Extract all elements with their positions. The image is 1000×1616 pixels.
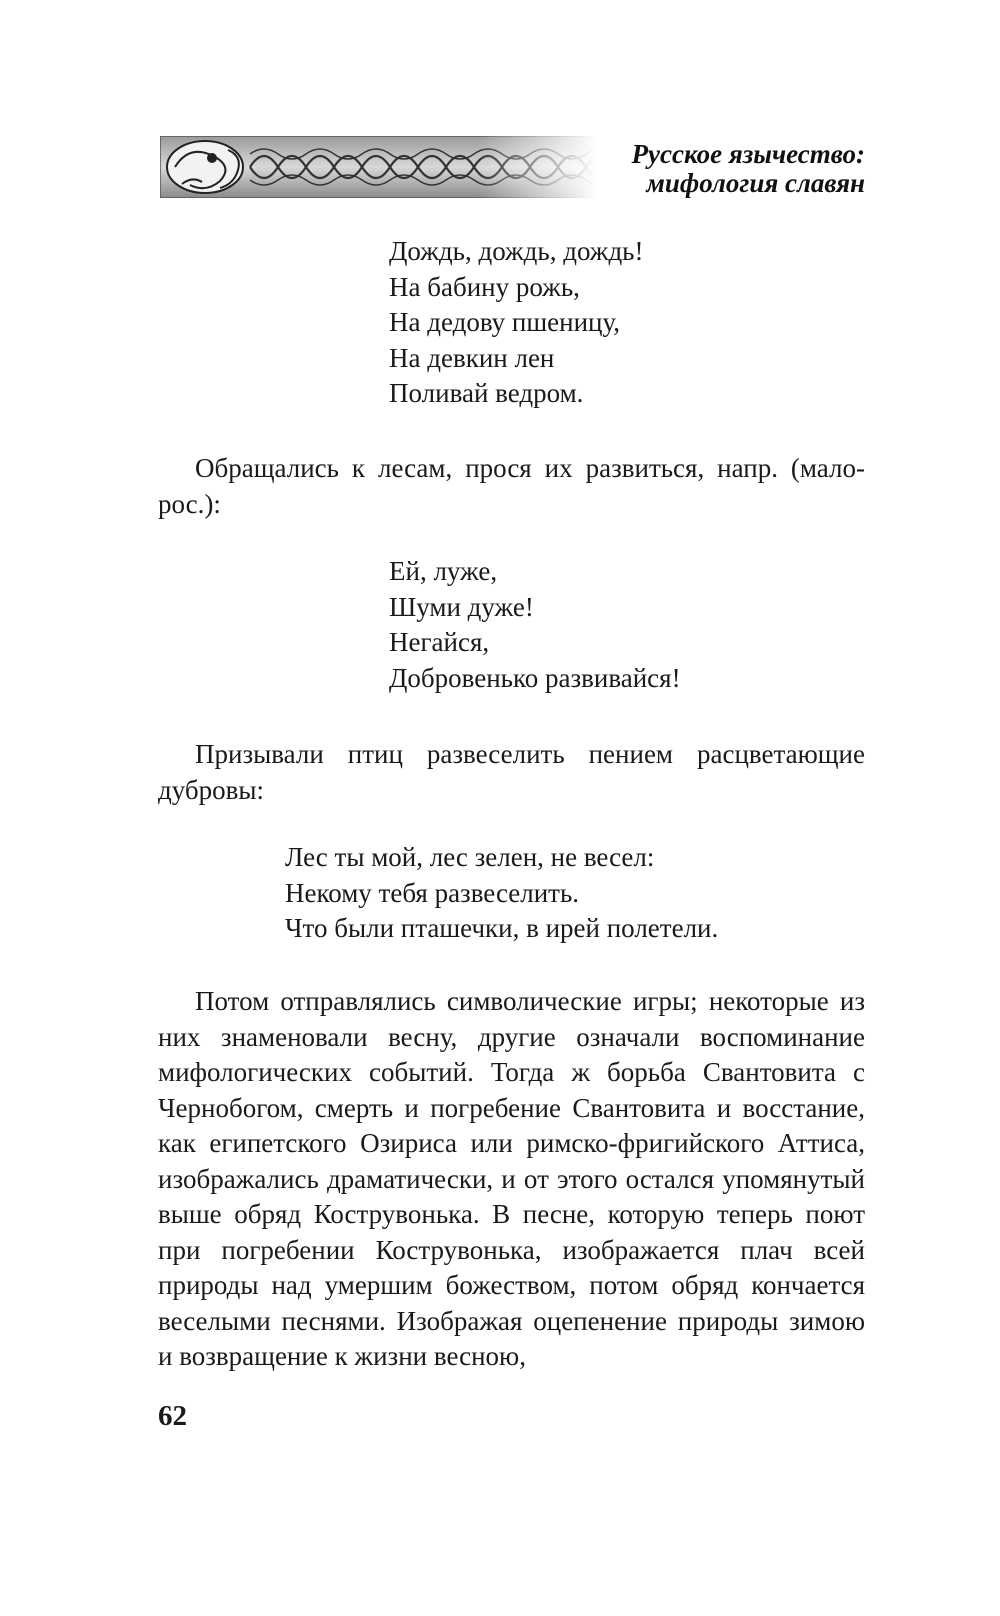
paragraph-forests: Обращались к лесам, прося их развиться, напр. (малорос.): (158, 453, 865, 519)
poem-line: На бабину рожь, (389, 271, 580, 302)
poem-line: Некому тебя развеселить. (285, 877, 580, 908)
poem-birds-chant (285, 840, 718, 947)
poem-line: Дождь, дождь, дождь! (389, 236, 644, 266)
poem-line: Добровенько развивайся! (389, 662, 681, 693)
poem-line: Лес ты мой, лес зелен, не весел: (285, 842, 655, 872)
poem-line: Ей, луже, (389, 556, 498, 586)
poem-forest-chant (389, 554, 681, 696)
header-title-line-1: Русское язычество: (631, 139, 865, 169)
poem-line: На девкин лен (389, 342, 555, 373)
poem-line: На дедову пшеницу, (389, 307, 621, 337)
paragraph-symbolic-games: Потом отправлялись символические игры; некоторые из них знаменовали весну, другие означали воспоминание мифологических событий. Тогда ж борьба Свантовита с Чернобогом, смерть и погребение Свантовита и восстание, как египетского Озириса или римско-фригийского Аттиса, изображались драматически, и от этого остался упомянутый выше обряд Кострувонька. В песне, которую теперь поют при погребении Кострувонька, изображается плач всей природы над умершим божеством, потом обряд кончается веселыми песнями. Изображая оцепенение природы зимою и возвращение к жизни весною, (158, 986, 865, 1371)
poem-line: Что были пташечки, в ирей полетели. (285, 913, 719, 943)
poem-line: Поливай ведром. (389, 378, 584, 408)
paragraph-birds: Призывали птиц развеселить пением расцветающие дубровы: (158, 739, 865, 805)
poem-line: Шуми дуже! (389, 591, 534, 622)
poem-line: Негайся, (389, 627, 490, 657)
running-header-title (592, 140, 866, 198)
running-header (160, 136, 865, 198)
page-number: 62 (158, 1400, 187, 1432)
poem-rain-chant (389, 234, 643, 412)
header-title-line-2: мифология славян (646, 168, 865, 198)
